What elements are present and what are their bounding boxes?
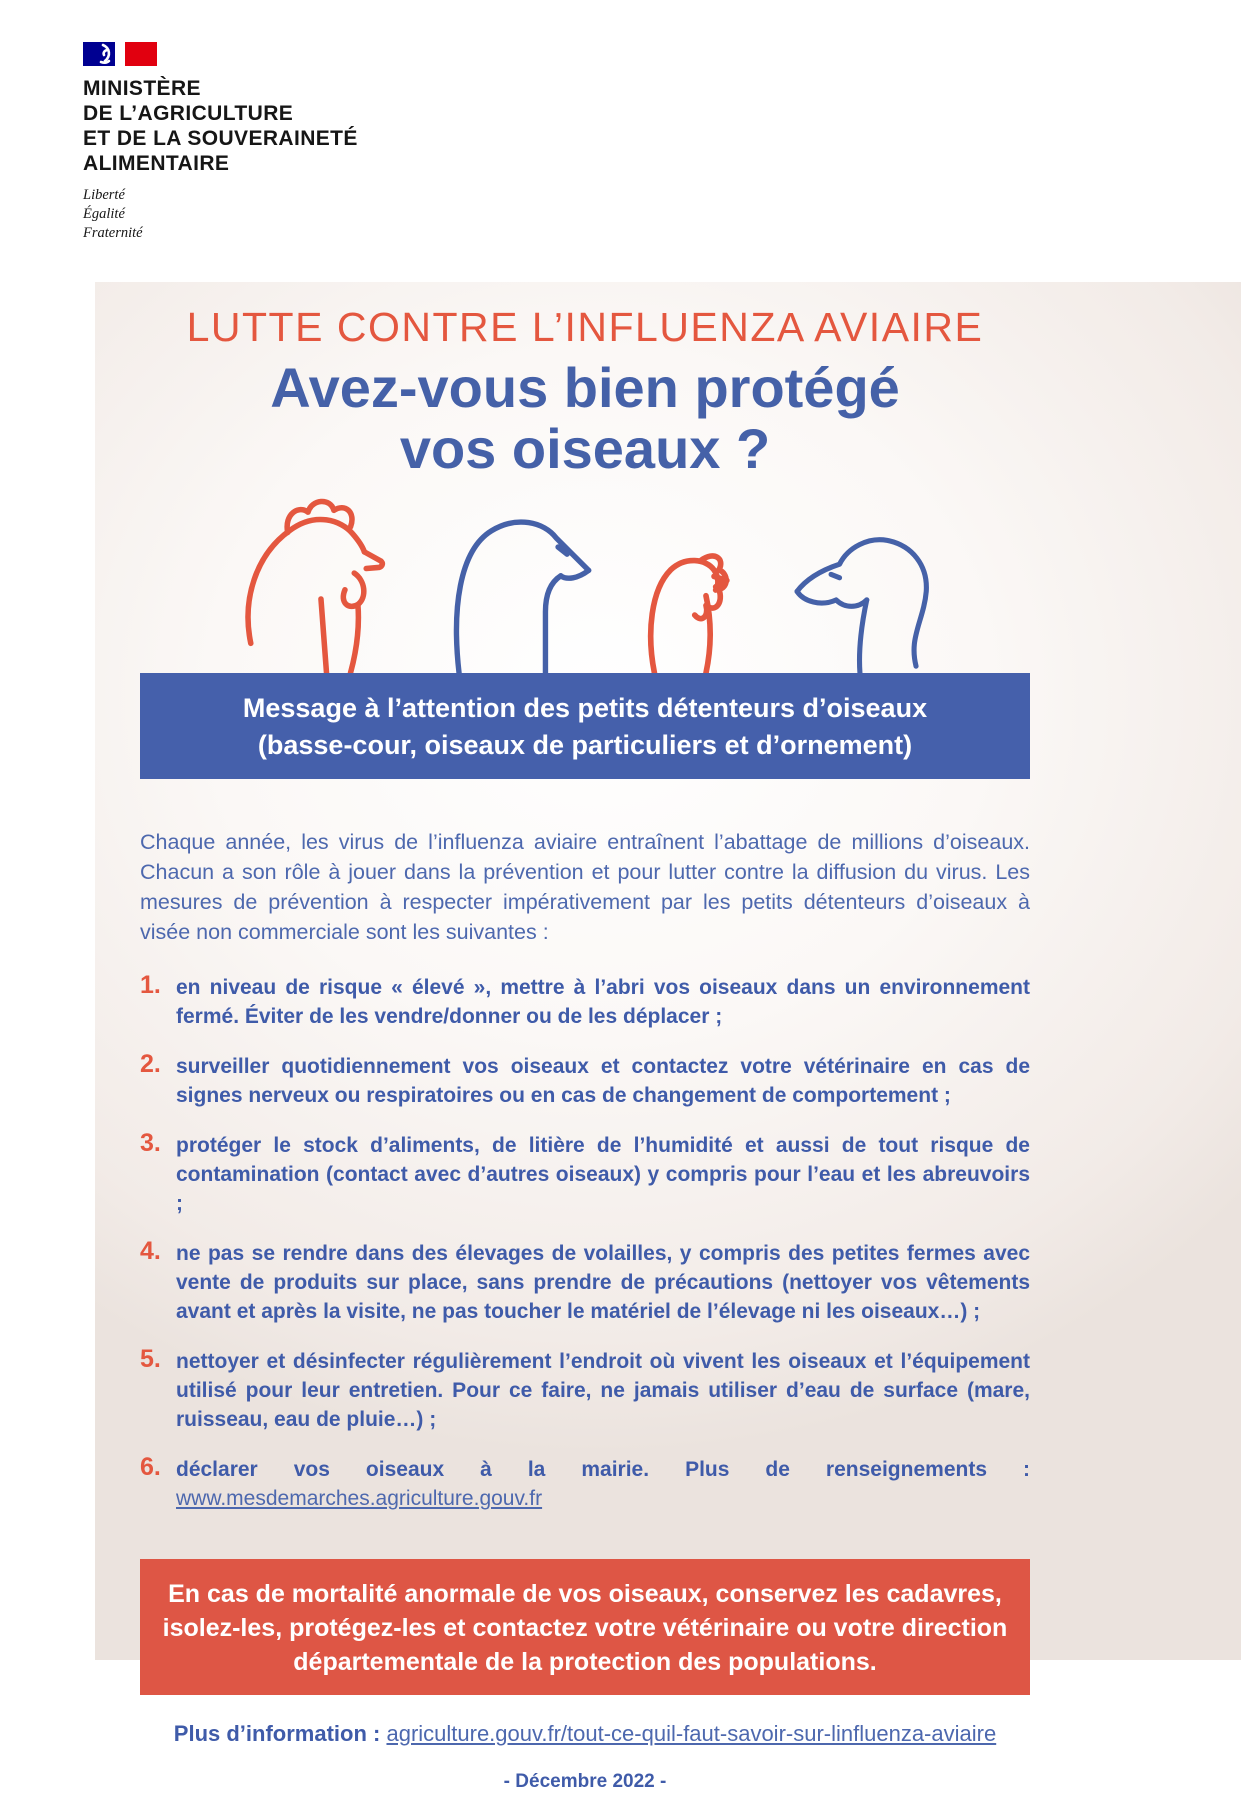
item-number: 5. bbox=[140, 1345, 161, 1373]
item-number: 4. bbox=[140, 1237, 161, 1265]
item-number: 1. bbox=[140, 971, 161, 999]
item-text: ne pas se rendre dans des élevages de volailles, y compris des petites fermes avec vente de produits sur place, sans prendre de précautions (nettoyer vos vêtements avant et après la visite, ne pas toucher le matériel de l’élevage ni les oiseaux…) ; bbox=[176, 1242, 1030, 1323]
list-item bbox=[140, 1131, 1030, 1218]
alert-line1: En cas de mortalité anormale de vos oiseaux, conservez les cadavres, bbox=[168, 1580, 1002, 1608]
turkey-line-icon bbox=[643, 512, 744, 673]
poster-content bbox=[140, 282, 1030, 1793]
intro-paragraph: Chaque année, les virus de l’influenza aviaire entraînent l’abattage de millions d’oiseaux. Chacun a son rôle à jouer dans la prévention et pour lutter contre la diffusion du virus. Les mesures de prévention à respecter impérativement par les petits détenteurs d’oiseaux à visée non commerciale sont les suivantes : bbox=[140, 830, 1030, 944]
item-number: 3. bbox=[140, 1129, 161, 1157]
item-text: nettoyer et désinfecter régulièrement l’endroit où vivent les oiseaux et l’équipement utilisé pour leur entretien. Pour ce faire, ne jamais utiliser d’eau de surface (mare, ruisseau, eau de pluie…) ; bbox=[176, 1350, 1030, 1431]
measures-list bbox=[140, 973, 1030, 1513]
publication-date: - Décembre 2022 - bbox=[503, 1771, 667, 1792]
bird-illustrations bbox=[140, 487, 1030, 673]
list-item bbox=[140, 1239, 1030, 1326]
more-info-label: Plus d’information : bbox=[173, 1721, 387, 1746]
alert-line3: départementale de la protection des populations. bbox=[293, 1648, 877, 1676]
agriculture-gouv-link[interactable]: agriculture.gouv.fr/tout-ce-quil-faut-savoir-sur-linfluenza-aviaire bbox=[386, 1721, 997, 1746]
item-text: protéger le stock d’aliments, de litière de l’humidité et aussi de tout risque de contamination (contact avec d’autres oiseaux) y compris pour l’eau et les abreuvoirs ; bbox=[176, 1134, 1030, 1215]
more-info bbox=[140, 1721, 1030, 1747]
list-item bbox=[140, 1455, 1030, 1513]
poster-panel bbox=[95, 282, 1241, 1792]
marianne-flag-icon bbox=[83, 40, 159, 68]
item-number: 2. bbox=[140, 1050, 161, 1078]
mortality-alert-banner bbox=[140, 1559, 1030, 1695]
ministry-name: MINISTÈRE DE L’AGRICULTURE ET DE LA SOUVERAINETÉ ALIMENTAIRE bbox=[83, 77, 358, 175]
goose-line-icon bbox=[439, 493, 597, 673]
duck-line-icon bbox=[790, 503, 935, 673]
audience-banner-line1: Message à l’attention des petits détenteurs d’oiseaux bbox=[242, 693, 928, 723]
item-number: 6. bbox=[140, 1453, 161, 1481]
alert-line2: isolez-les, protégez-les et contactez votre vétérinaire ou votre direction bbox=[162, 1614, 1008, 1642]
list-item bbox=[140, 1347, 1030, 1434]
poster-title-line1: Avez-vous bien protégé bbox=[270, 356, 900, 419]
audience-banner-line2: (basse-cour, oiseaux de particuliers et d’ornement) bbox=[257, 730, 913, 760]
item-text: surveiller quotidiennement vos oiseaux et contactez votre vétérinaire en cas de signes nerveux ou respiratoires ou en cas de changement de comportement ; bbox=[176, 1055, 1030, 1107]
chicken-line-icon bbox=[236, 488, 393, 673]
list-item bbox=[140, 973, 1030, 1031]
republic-motto: Liberté Égalité Fraternité bbox=[83, 187, 143, 241]
poster-title-line2: vos oiseaux ? bbox=[399, 417, 771, 480]
audience-banner bbox=[140, 673, 1030, 779]
poster-title bbox=[140, 357, 1030, 479]
item-text: en niveau de risque « élevé », mettre à l’abri vos oiseaux dans un environnement fermé. Éviter de les vendre/donner ou de les déplacer ; bbox=[176, 976, 1030, 1028]
poster-kicker: LUTTE CONTRE L’INFLUENZA AVIAIRE bbox=[186, 304, 984, 350]
government-logo bbox=[83, 40, 503, 243]
item-text: déclarer vos oiseaux à la mairie. Plus de renseignements : bbox=[176, 1458, 1030, 1481]
list-item bbox=[140, 1052, 1030, 1110]
mesdemarches-link[interactable]: www.mesdemarches.agriculture.gouv.fr bbox=[176, 1487, 543, 1510]
